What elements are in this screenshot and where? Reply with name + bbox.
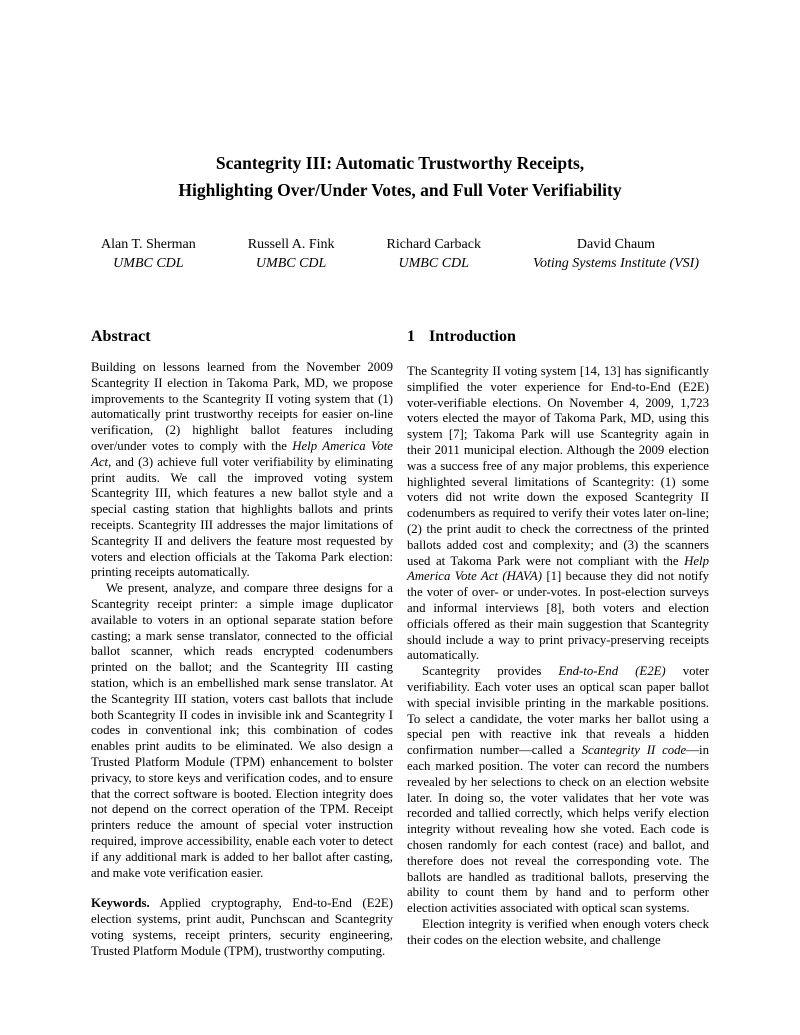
keywords-paragraph bbox=[91, 896, 393, 959]
section-title: Introduction bbox=[429, 328, 516, 345]
author-affiliation: UMBC CDL bbox=[398, 256, 469, 271]
author-block bbox=[101, 235, 196, 273]
abstract-paragraph-2: We present, analyze, and compare three designs for a Scantegrity receipt printer: a simple image duplicator available to voters in an optional separate station before casting; a mark sense translator, connected to the official ballot scanner, which reads encrypted codenumbers printed on the ballot; and the Scantegrity III casting station, which is an embellished mark sense translator. At the Scantegrity III station, voters cast ballots that include both Scantegrity II codes in invisible ink and Scantegrity I codes in conventional ink; this combination of codes enables print audits to be eliminated. We also design a Trusted Platform Module (TPM) enhancement to bolster privacy, to store keys and verification codes, and to ensure that the correct software is booted. Election integrity does not depend on the correct operation of the TPM. Receipt printers reduce the amount of special voter instruction required, improve accessibility, enable each voter to detect if any additional mark is added to her ballot after casting, and make vote verification easier. bbox=[91, 581, 393, 880]
abstract-heading: Abstract bbox=[91, 328, 151, 345]
author-name: Alan T. Sherman bbox=[101, 237, 196, 252]
author-block bbox=[387, 235, 481, 273]
author-affiliation: Voting Systems Institute (VSI) bbox=[532, 256, 699, 271]
author-affiliation: UMBC CDL bbox=[113, 256, 184, 271]
author-block bbox=[248, 235, 335, 273]
intro-paragraph-3: Election integrity is verified when enough voters check their codes on the election website, and challenge bbox=[407, 916, 709, 947]
intro-paragraph-2: Scantegrity provides End-to-End (E2E) voter verifiability. Each voter uses an optical scan paper ballot with special invisible printing in the markable positions. To select a candidate, the voter marks her ballot using a special pen with reactive ink that reveals a hidden confirmation number—called a Scantegrity II code—in each marked position. The voter can record the numbers revealed by her selections to check on an election website later. In doing so, the voter validates that her vote was recorded and tallied correctly, which helps verify election integrity without revealing how she voted. Each code is chosen randomly for each contest (race) and ballot, and therefore does not reveal the corresponding vote. The ballots are handled as traditional ballots, preserving the ability to count them by hand and to perform other election activities associated with optical scan systems. bbox=[407, 664, 710, 916]
author-name: Richard Carback bbox=[386, 237, 481, 252]
keywords-text: Applied cryptography, End-to-End (E2E) election systems, print audit, Punchscan and Scantegrity voting systems, receipt printers, security engineering, Trusted Platform Module (TPM), trustworthy computing. bbox=[91, 896, 393, 958]
page-title bbox=[91, 150, 709, 204]
author-block bbox=[533, 235, 699, 273]
author-affiliation: UMBC CDL bbox=[255, 256, 327, 271]
author-name: David Chaum bbox=[576, 237, 656, 252]
left-column bbox=[91, 327, 393, 959]
title-line-2: Highlighting Over/Under Votes, and Full Voter Verifiability bbox=[178, 180, 622, 200]
introduction-heading bbox=[407, 327, 709, 347]
paper-page bbox=[91, 0, 709, 1035]
right-column bbox=[407, 327, 709, 959]
title-line-1: Scantegrity III: Automatic Trustworthy Receipts, bbox=[215, 153, 585, 173]
two-column-body bbox=[91, 327, 709, 959]
authors-row bbox=[91, 235, 709, 273]
intro-paragraph-1: The Scantegrity II voting system [14, 13] has significantly simplified the voter experience for End-to-End (E2E) voter-verifiable elections. On November 4, 2009, 1,723 voters elected the mayor of Takoma Park, MD, using this system [7]; Takoma Park will use Scantegrity again in their 2011 municipal election. Although the 2009 election was a success free of any major problems, this experience highlighted several limitations of Scantegrity: (1) some voters did not write down the exposed Scantegrity II codenumbers as required to verify their votes later on-line; (2) the print audit to check the correctness of the printed ballots added cost and complexity; and (3) the scanners used at Takoma Park were not compliant with the Help America Vote Act (HAVA) [1] because they did not notify the voter of over- or under-votes. In post-election surveys and informal interviews [8], both voters and election officials offered as their main suggestion that Scantegrity should include a way to print privacy-preserving receipts automatically. bbox=[407, 364, 709, 663]
author-name: Russell A. Fink bbox=[247, 237, 335, 252]
abstract-paragraph-1: Building on lessons learned from the November 2009 Scantegrity II election in Takoma Park, MD, we propose improvements to the Scantegrity II voting system that (1) automatically print trustworthy receipts for easier on-line verification, (2) highlight ballot features including over/under votes to comply with the Help America Vote Act, and (3) achieve full voter verifiability by eliminating print audits. We call the improved voting system Scantegrity III, which features a new ballot style and a special casting station that highlights ballots and prints receipts. Scantegrity III addresses the major limitations of Scantegrity II and delivers the feature most requested by voters and election officials at the Takoma Park election: printing receipts automatically. bbox=[91, 360, 393, 580]
keywords-label: Keywords. bbox=[91, 896, 150, 911]
section-number: 1 bbox=[407, 328, 415, 345]
